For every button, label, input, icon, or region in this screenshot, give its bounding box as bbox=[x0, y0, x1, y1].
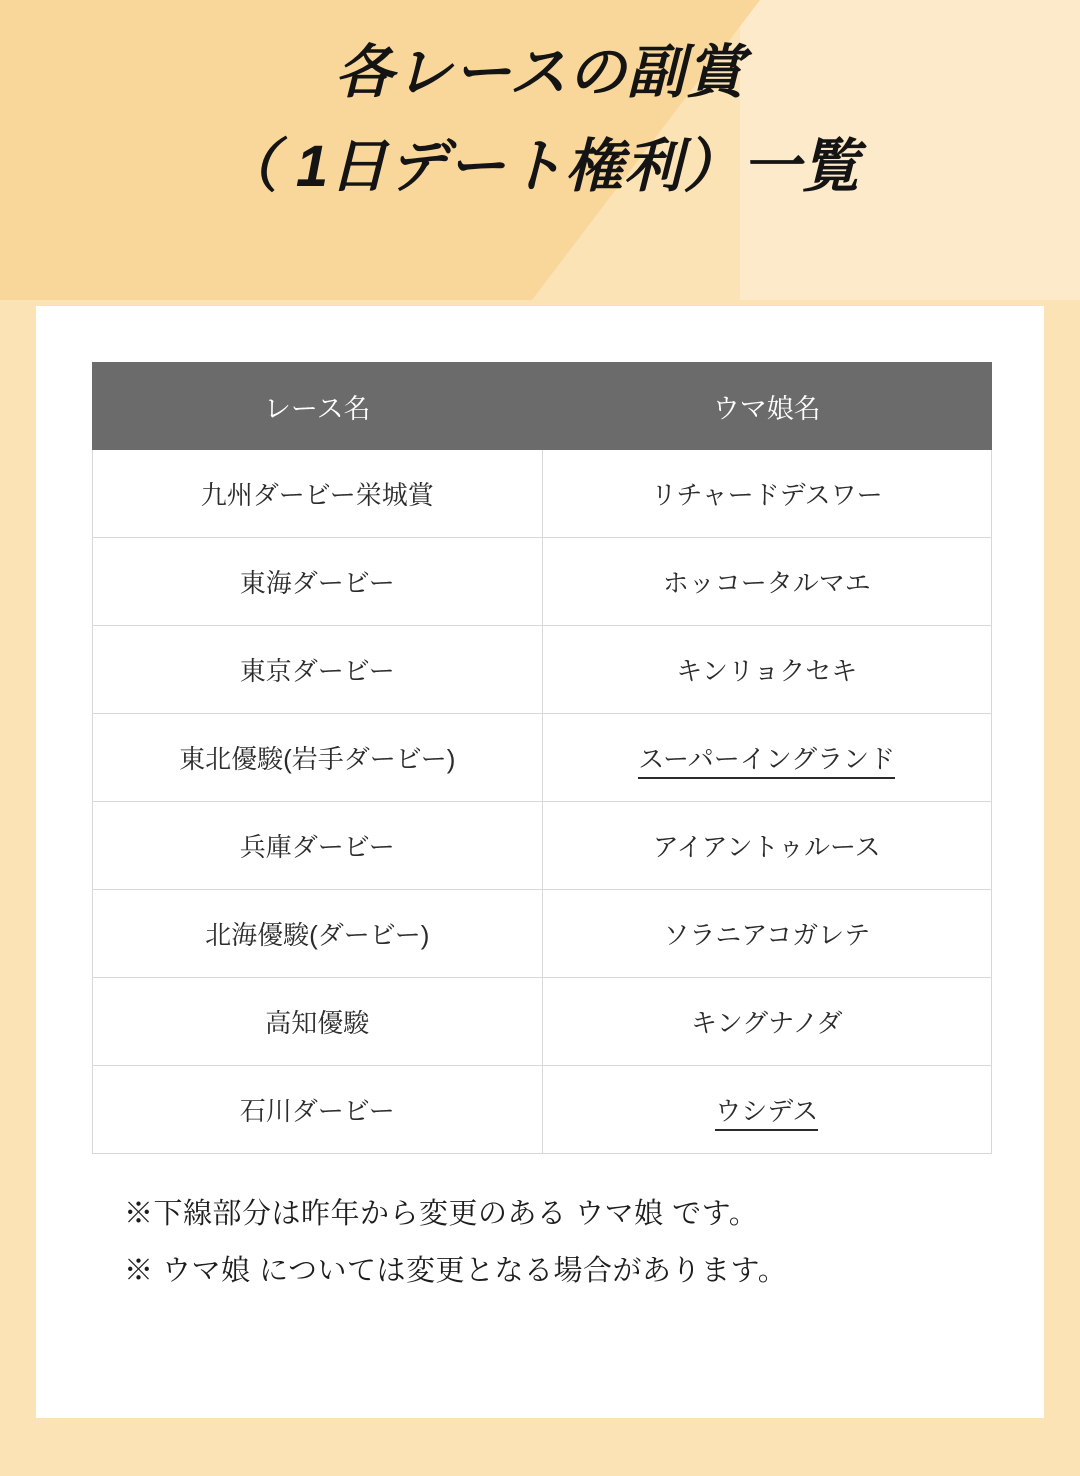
cell-race-name: 東北優駿(岩手ダービー) bbox=[93, 714, 543, 802]
horse-name-text: アイアントゥルース bbox=[652, 832, 881, 862]
cell-horse-name bbox=[542, 538, 992, 626]
cell-horse-name bbox=[542, 450, 992, 538]
table-row bbox=[93, 1066, 992, 1154]
cell-race-name: 石川ダービー bbox=[93, 1066, 543, 1154]
horse-name-text: スーパーイングランド bbox=[638, 744, 895, 779]
page-title bbox=[0, 26, 1080, 214]
horse-name-text: ウシデス bbox=[715, 1096, 818, 1131]
horse-name-text: リチャードデスワー bbox=[650, 480, 883, 510]
table-row bbox=[93, 978, 992, 1066]
page-title-line-1: 各レースの副賞 bbox=[334, 40, 746, 105]
table-row bbox=[93, 626, 992, 714]
horse-name-text: ホッコータルマエ bbox=[662, 568, 871, 598]
cell-horse-name bbox=[542, 1066, 992, 1154]
cell-horse-name bbox=[542, 714, 992, 802]
table-row bbox=[93, 890, 992, 978]
cell-horse-name bbox=[542, 626, 992, 714]
horse-name-text: ソラニアコガレテ bbox=[663, 920, 871, 950]
column-header-race-name: レース名 bbox=[93, 363, 543, 450]
cell-horse-name bbox=[542, 802, 992, 890]
column-header-horse-name: ウマ娘名 bbox=[542, 363, 992, 450]
cell-race-name: 東京ダービー bbox=[93, 626, 543, 714]
cell-horse-name bbox=[542, 978, 992, 1066]
table-row bbox=[93, 450, 992, 538]
cell-race-name: 兵庫ダービー bbox=[93, 802, 543, 890]
page-title-line-2: （ 1日デート権利）一覧 bbox=[219, 133, 861, 199]
table-row bbox=[93, 714, 992, 802]
cell-race-name: 九州ダービー栄城賞 bbox=[93, 450, 543, 538]
table-row bbox=[93, 538, 992, 626]
table-body bbox=[93, 450, 992, 1154]
content-card bbox=[36, 306, 1044, 1418]
note-line-underline: ※下線部分は昨年から変更のある ウマ娘 です。 bbox=[124, 1198, 759, 1230]
note-line-subject-to-change: ※ ウマ娘 については変更となる場合があります。 bbox=[124, 1254, 788, 1287]
notes-block bbox=[124, 1186, 974, 1299]
table-header bbox=[93, 363, 992, 450]
horse-name-text: キンリョクセキ bbox=[676, 656, 858, 686]
table-header-row bbox=[93, 363, 992, 450]
cell-race-name: 東海ダービー bbox=[93, 538, 543, 626]
prize-table bbox=[92, 362, 992, 1154]
cell-race-name: 北海優駿(ダービー) bbox=[93, 890, 543, 978]
cell-race-name: 高知優駿 bbox=[93, 978, 543, 1066]
table-row bbox=[93, 802, 992, 890]
cell-horse-name bbox=[542, 890, 992, 978]
horse-name-text: キングナノダ bbox=[690, 1008, 843, 1038]
